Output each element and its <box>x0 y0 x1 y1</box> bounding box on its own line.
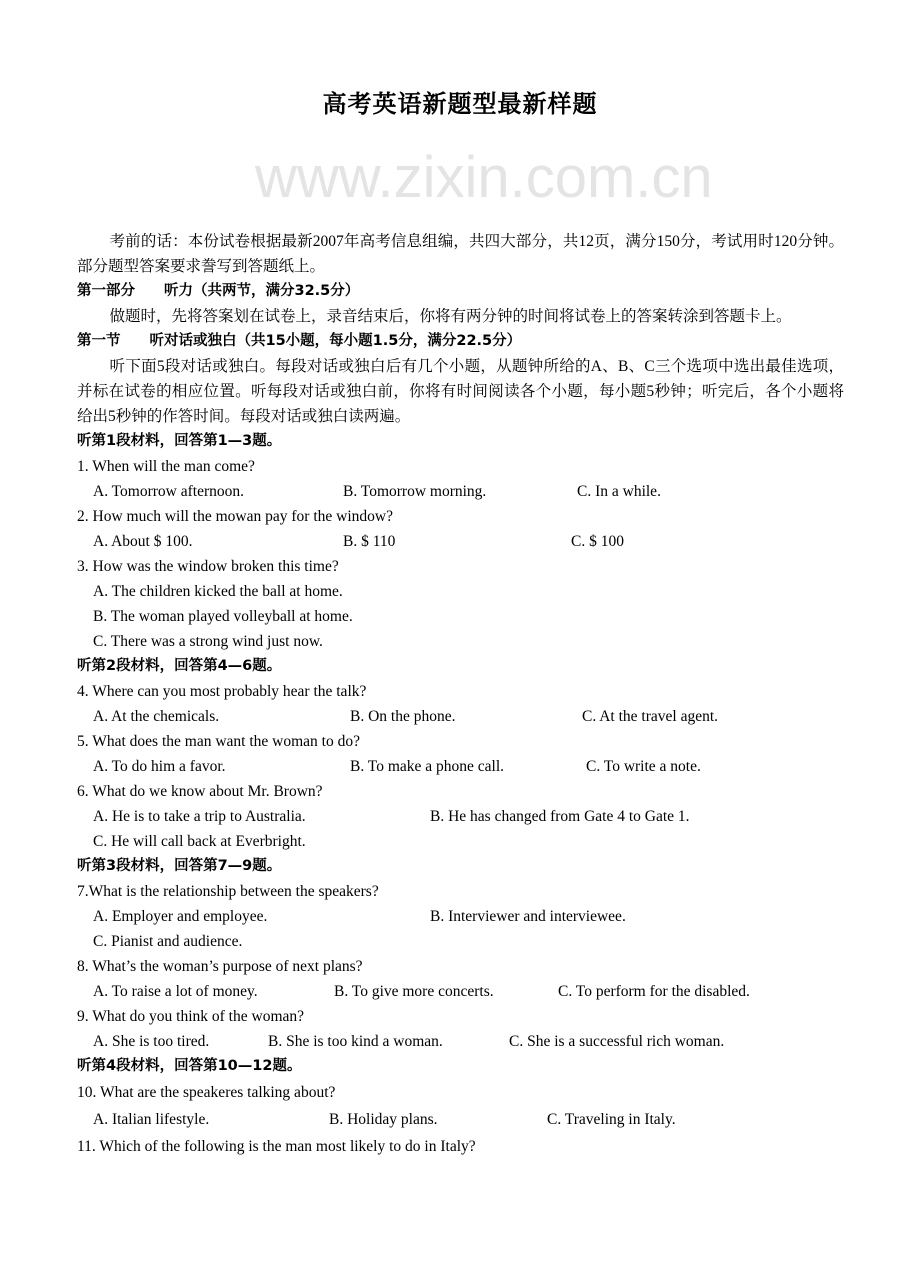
answer-option: C. Pianist and audience. <box>93 933 243 950</box>
answer-options <box>77 1107 844 1132</box>
question: 7.What is the relationship between the speakers? <box>77 883 379 900</box>
paragraph: 做题时，先将答案划在试卷上，录音结束后，你将有两分钟的时间将试卷上的答案转涂到答题卡上。 <box>109 308 792 325</box>
question: 11. Which of the following is the man most likely to do in Italy? <box>77 1138 476 1155</box>
answer-option: B. Holiday plans. <box>329 1111 438 1128</box>
answer-option: A. She is too tired. <box>93 1033 210 1050</box>
answer-option: B. Interviewer and interviewee. <box>430 908 626 925</box>
answer-options <box>77 904 844 929</box>
answer-options <box>77 979 844 1004</box>
answer-option: B. To make a phone call. <box>350 758 505 775</box>
answer-option: C. She is a successful rich woman. <box>509 1033 725 1050</box>
section-heading: 听第1段材料，回答第1—3题。 <box>77 433 282 449</box>
section-heading: 听第4段材料，回答第10—12题。 <box>77 1058 302 1074</box>
answer-option: B. On the phone. <box>350 708 456 725</box>
answer-options <box>77 604 844 629</box>
question: 9. What do you think of the woman? <box>77 1008 305 1025</box>
question: 4. Where can you most probably hear the talk? <box>77 683 367 700</box>
question: 3. How was the window broken this time? <box>77 558 339 575</box>
answer-options <box>77 829 844 854</box>
answer-option: A. At the chemicals. <box>93 708 220 725</box>
answer-options <box>77 479 844 504</box>
answer-options <box>77 704 844 729</box>
document-title: 高考英语新题型最新样题 <box>322 90 598 118</box>
answer-options <box>77 629 844 654</box>
answer-option: B. Tomorrow morning. <box>343 483 487 500</box>
answer-option: C. Traveling in Italy. <box>547 1111 676 1128</box>
question: 1. When will the man come? <box>77 458 255 475</box>
answer-options <box>77 804 844 829</box>
answer-option: C. $ 100 <box>571 533 624 550</box>
watermark: www.zixin.com.cn <box>255 145 713 210</box>
paragraph: 考前的话：本份试卷根据最新2007年高考信息组编，共四大部分，共12页，满分150分，考试用时120分钟。部分题型答案要求誊写到答题纸上。 <box>77 233 844 275</box>
answer-option: B. She is too kind a woman. <box>268 1033 443 1050</box>
answer-option: A. To raise a lot of money. <box>93 983 258 1000</box>
section-heading: 第一部分 听力（共两节，满分32.5分） <box>77 283 360 299</box>
answer-option: A. To do him a favor. <box>93 758 226 775</box>
question: 2. How much will the mowan pay for the window? <box>77 508 393 525</box>
section-heading: 第一节 听对话或独白（共15小题，每小题1.5分，满分22.5分） <box>77 333 522 349</box>
answer-options <box>77 1029 844 1054</box>
question: 6. What do we know about Mr. Brown? <box>77 783 323 800</box>
answer-option: A. He is to take a trip to Australia. <box>93 808 306 825</box>
question: 10. What are the speakeres talking about? <box>77 1084 336 1101</box>
answer-option: A. Italian lifestyle. <box>93 1111 210 1128</box>
answer-option: A. About $ 100. <box>93 533 193 550</box>
answer-option: C. At the travel agent. <box>582 708 719 725</box>
document-body <box>77 229 844 1159</box>
question: 8. What’s the woman’s purpose of next plans? <box>77 958 363 975</box>
answer-options <box>77 529 844 554</box>
answer-option: A. The children kicked the ball at home. <box>93 583 343 600</box>
answer-option: C. He will call back at Everbright. <box>93 833 306 850</box>
answer-option: B. The woman played volleyball at home. <box>93 608 353 625</box>
answer-option: C. In a while. <box>577 483 661 500</box>
answer-option: C. To perform for the disabled. <box>558 983 750 1000</box>
answer-option: B. He has changed from Gate 4 to Gate 1. <box>430 808 690 825</box>
answer-option: B. To give more concerts. <box>334 983 494 1000</box>
answer-options <box>77 579 844 604</box>
answer-option: A. Employer and employee. <box>93 908 268 925</box>
answer-option: B. $ 110 <box>343 533 396 550</box>
answer-options <box>77 754 844 779</box>
paragraph: 听下面5段对话或独白。每段对话或独白后有几个小题，从题钟所给的A、B、C三个选项中选出最佳选项，并标在试卷的相应位置。听每段对话或独白前，你将有时间阅读各个小题，每小题5秒钟；听完后，各个小题将给出5秒钟的作答时间。每段对话或独白读两遍。 <box>77 358 844 425</box>
question: 5. What does the man want the woman to do? <box>77 733 360 750</box>
answer-option: C. There was a strong wind just now. <box>93 633 323 650</box>
section-heading: 听第2段材料，回答第4—6题。 <box>77 658 282 674</box>
section-heading: 听第3段材料，回答第7—9题。 <box>77 858 282 874</box>
answer-option: C. To write a note. <box>586 758 701 775</box>
answer-options <box>77 929 844 954</box>
answer-option: A. Tomorrow afternoon. <box>93 483 245 500</box>
